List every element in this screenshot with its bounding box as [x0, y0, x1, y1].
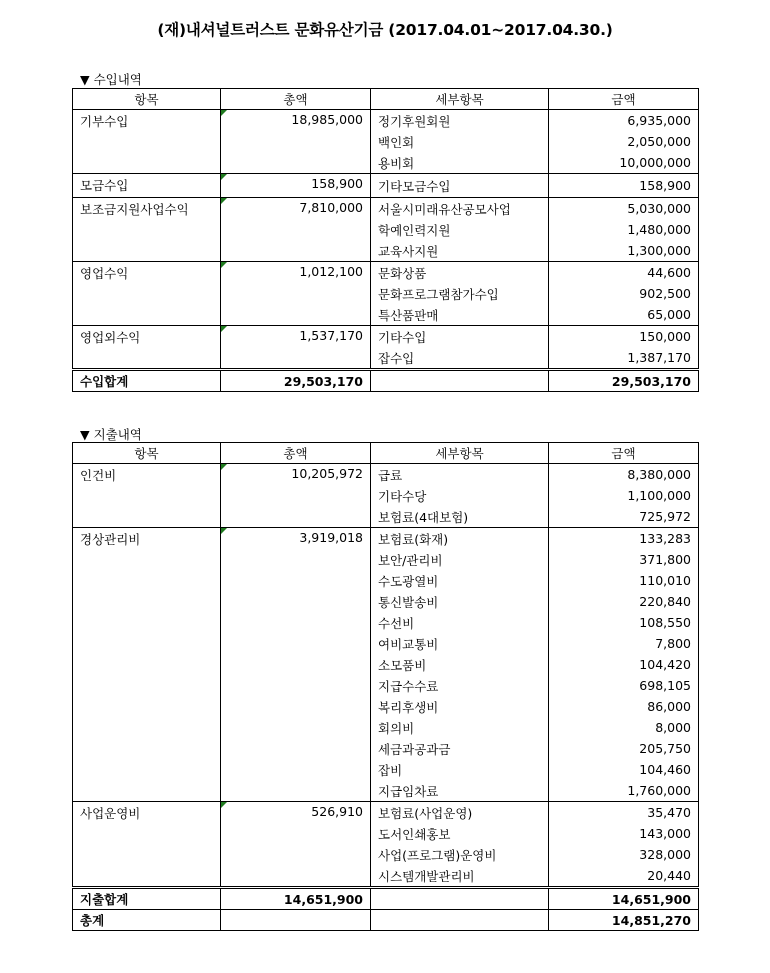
summary-empty	[371, 888, 549, 910]
group-total-value: 10,205,972	[291, 466, 363, 481]
group-total-cell	[221, 464, 371, 528]
detail-amount-cell: 8,380,000	[549, 464, 699, 486]
category-cell: 영업외수익	[73, 326, 221, 370]
detail-amount-cell: 6,935,000	[549, 110, 699, 132]
detail-item-cell: 지급수수료	[371, 675, 549, 696]
detail-amount-cell: 220,840	[549, 591, 699, 612]
expense-table	[72, 442, 699, 931]
category-cell: 보조금지원사업수익	[73, 198, 221, 262]
group-total-value: 158,900	[311, 176, 363, 191]
category-cell: 기부수입	[73, 110, 221, 174]
header-category: 항목	[73, 89, 221, 110]
detail-item-cell: 기타모금수입	[371, 174, 549, 198]
detail-amount-cell: 20,440	[549, 865, 699, 888]
category-cell: 영업수익	[73, 262, 221, 326]
detail-amount-cell: 1,760,000	[549, 780, 699, 802]
summary-amount: 14,851,270	[549, 910, 699, 931]
category-cell: 사업운영비	[73, 802, 221, 888]
table-row	[73, 528, 699, 550]
summary-amount: 29,503,170	[549, 370, 699, 392]
formula-marker-icon	[221, 802, 227, 808]
header-category: 항목	[73, 443, 221, 464]
income-table	[72, 88, 699, 392]
detail-item-cell: 수도광열비	[371, 570, 549, 591]
formula-marker-icon	[221, 174, 227, 180]
expense-header-row	[73, 443, 699, 464]
category-cell: 인건비	[73, 464, 221, 528]
detail-item-cell: 세금과공과금	[371, 738, 549, 759]
income-header-row	[73, 89, 699, 110]
formula-marker-icon	[221, 198, 227, 204]
detail-amount-cell: 902,500	[549, 283, 699, 304]
page-title: (재)내셔널트러스트 문화유산기금 (2017.04.01~2017.04.30.)	[157, 21, 613, 39]
detail-amount-cell: 65,000	[549, 304, 699, 326]
detail-amount-cell: 104,420	[549, 654, 699, 675]
summary-amount: 14,651,900	[549, 888, 699, 910]
detail-amount-cell: 7,800	[549, 633, 699, 654]
formula-marker-icon	[221, 464, 227, 470]
detail-amount-cell: 104,460	[549, 759, 699, 780]
detail-amount-cell: 143,000	[549, 823, 699, 844]
header-total: 총액	[221, 89, 371, 110]
summary-total: 14,651,900	[221, 888, 371, 910]
detail-item-cell: 사업(프로그램)운영비	[371, 844, 549, 865]
detail-item-cell: 소모품비	[371, 654, 549, 675]
group-total-cell	[221, 262, 371, 326]
summary-label: 지출합계	[73, 888, 221, 910]
group-total-cell	[221, 802, 371, 888]
group-total-value: 1,012,100	[299, 264, 363, 279]
group-total-cell	[221, 326, 371, 370]
table-row	[73, 464, 699, 486]
summary-empty	[371, 910, 549, 931]
detail-amount-cell: 1,300,000	[549, 240, 699, 262]
grand-total-row	[73, 910, 699, 931]
group-total-cell	[221, 110, 371, 174]
detail-amount-cell: 371,800	[549, 549, 699, 570]
detail-item-cell: 잡비	[371, 759, 549, 780]
table-row	[73, 198, 699, 220]
formula-marker-icon	[221, 262, 227, 268]
detail-amount-cell: 158,900	[549, 174, 699, 198]
detail-item-cell: 용비회	[371, 152, 549, 174]
detail-item-cell: 통신발송비	[371, 591, 549, 612]
detail-item-cell: 보험료(사업운영)	[371, 802, 549, 824]
header-amount: 금액	[549, 443, 699, 464]
detail-item-cell: 도서인쇄홍보	[371, 823, 549, 844]
summary-label: 총계	[73, 910, 221, 931]
detail-amount-cell: 2,050,000	[549, 131, 699, 152]
table-row	[73, 326, 699, 348]
detail-item-cell: 기타수당	[371, 485, 549, 506]
header-amount: 금액	[549, 89, 699, 110]
detail-item-cell: 수선비	[371, 612, 549, 633]
detail-item-cell: 보안/관리비	[371, 549, 549, 570]
group-total-cell	[221, 174, 371, 198]
detail-amount-cell: 205,750	[549, 738, 699, 759]
detail-item-cell: 보험료(화재)	[371, 528, 549, 550]
formula-marker-icon	[221, 110, 227, 116]
expense-section-label: ▼ 지출내역	[80, 427, 142, 442]
detail-item-cell: 백인회	[371, 131, 549, 152]
detail-amount-cell: 108,550	[549, 612, 699, 633]
detail-amount-cell: 328,000	[549, 844, 699, 865]
detail-amount-cell: 1,387,170	[549, 347, 699, 370]
detail-amount-cell: 8,000	[549, 717, 699, 738]
table-row	[73, 262, 699, 284]
detail-item-cell: 회의비	[371, 717, 549, 738]
detail-item-cell: 문화프로그램참가수입	[371, 283, 549, 304]
detail-item-cell: 학예인력지원	[371, 219, 549, 240]
summary-label: 수입합계	[73, 370, 221, 392]
group-total-value: 18,985,000	[291, 112, 363, 127]
detail-item-cell: 여비교통비	[371, 633, 549, 654]
detail-amount-cell: 10,000,000	[549, 152, 699, 174]
detail-item-cell: 보험료(4대보험)	[371, 506, 549, 528]
detail-item-cell: 급료	[371, 464, 549, 486]
summary-empty	[371, 370, 549, 392]
formula-marker-icon	[221, 528, 227, 534]
detail-amount-cell: 44,600	[549, 262, 699, 284]
detail-item-cell: 시스템개발관리비	[371, 865, 549, 888]
group-total-value: 3,919,018	[299, 530, 363, 545]
detail-item-cell: 복리후생비	[371, 696, 549, 717]
detail-item-cell: 지급임차료	[371, 780, 549, 802]
detail-amount-cell: 35,470	[549, 802, 699, 824]
detail-item-cell: 잡수입	[371, 347, 549, 370]
detail-item-cell: 특산품판매	[371, 304, 549, 326]
group-total-value: 7,810,000	[299, 200, 363, 215]
detail-amount-cell: 1,480,000	[549, 219, 699, 240]
formula-marker-icon	[221, 326, 227, 332]
group-total-value: 1,537,170	[299, 328, 363, 343]
detail-amount-cell: 110,010	[549, 570, 699, 591]
table-row	[73, 174, 699, 198]
detail-item-cell: 문화상품	[371, 262, 549, 284]
summary-total: 29,503,170	[221, 370, 371, 392]
header-detail: 세부항목	[371, 443, 549, 464]
table-row	[73, 110, 699, 132]
category-cell: 경상관리비	[73, 528, 221, 802]
detail-item-cell: 교육사지원	[371, 240, 549, 262]
category-cell: 모금수입	[73, 174, 221, 198]
header-total: 총액	[221, 443, 371, 464]
detail-amount-cell: 86,000	[549, 696, 699, 717]
income-section-label: ▼ 수입내역	[80, 72, 142, 87]
detail-amount-cell: 698,105	[549, 675, 699, 696]
summary-row	[73, 888, 699, 910]
group-total-value: 526,910	[311, 804, 363, 819]
summary-total	[221, 910, 371, 931]
detail-item-cell: 기타수입	[371, 326, 549, 348]
table-row	[73, 802, 699, 824]
detail-amount-cell: 725,972	[549, 506, 699, 528]
group-total-cell	[221, 198, 371, 262]
summary-row	[73, 370, 699, 392]
detail-item-cell: 정기후원회원	[371, 110, 549, 132]
header-detail: 세부항목	[371, 89, 549, 110]
detail-amount-cell: 133,283	[549, 528, 699, 550]
detail-amount-cell: 150,000	[549, 326, 699, 348]
group-total-cell	[221, 528, 371, 802]
detail-amount-cell: 1,100,000	[549, 485, 699, 506]
detail-amount-cell: 5,030,000	[549, 198, 699, 220]
detail-item-cell: 서울시미래유산공모사업	[371, 198, 549, 220]
